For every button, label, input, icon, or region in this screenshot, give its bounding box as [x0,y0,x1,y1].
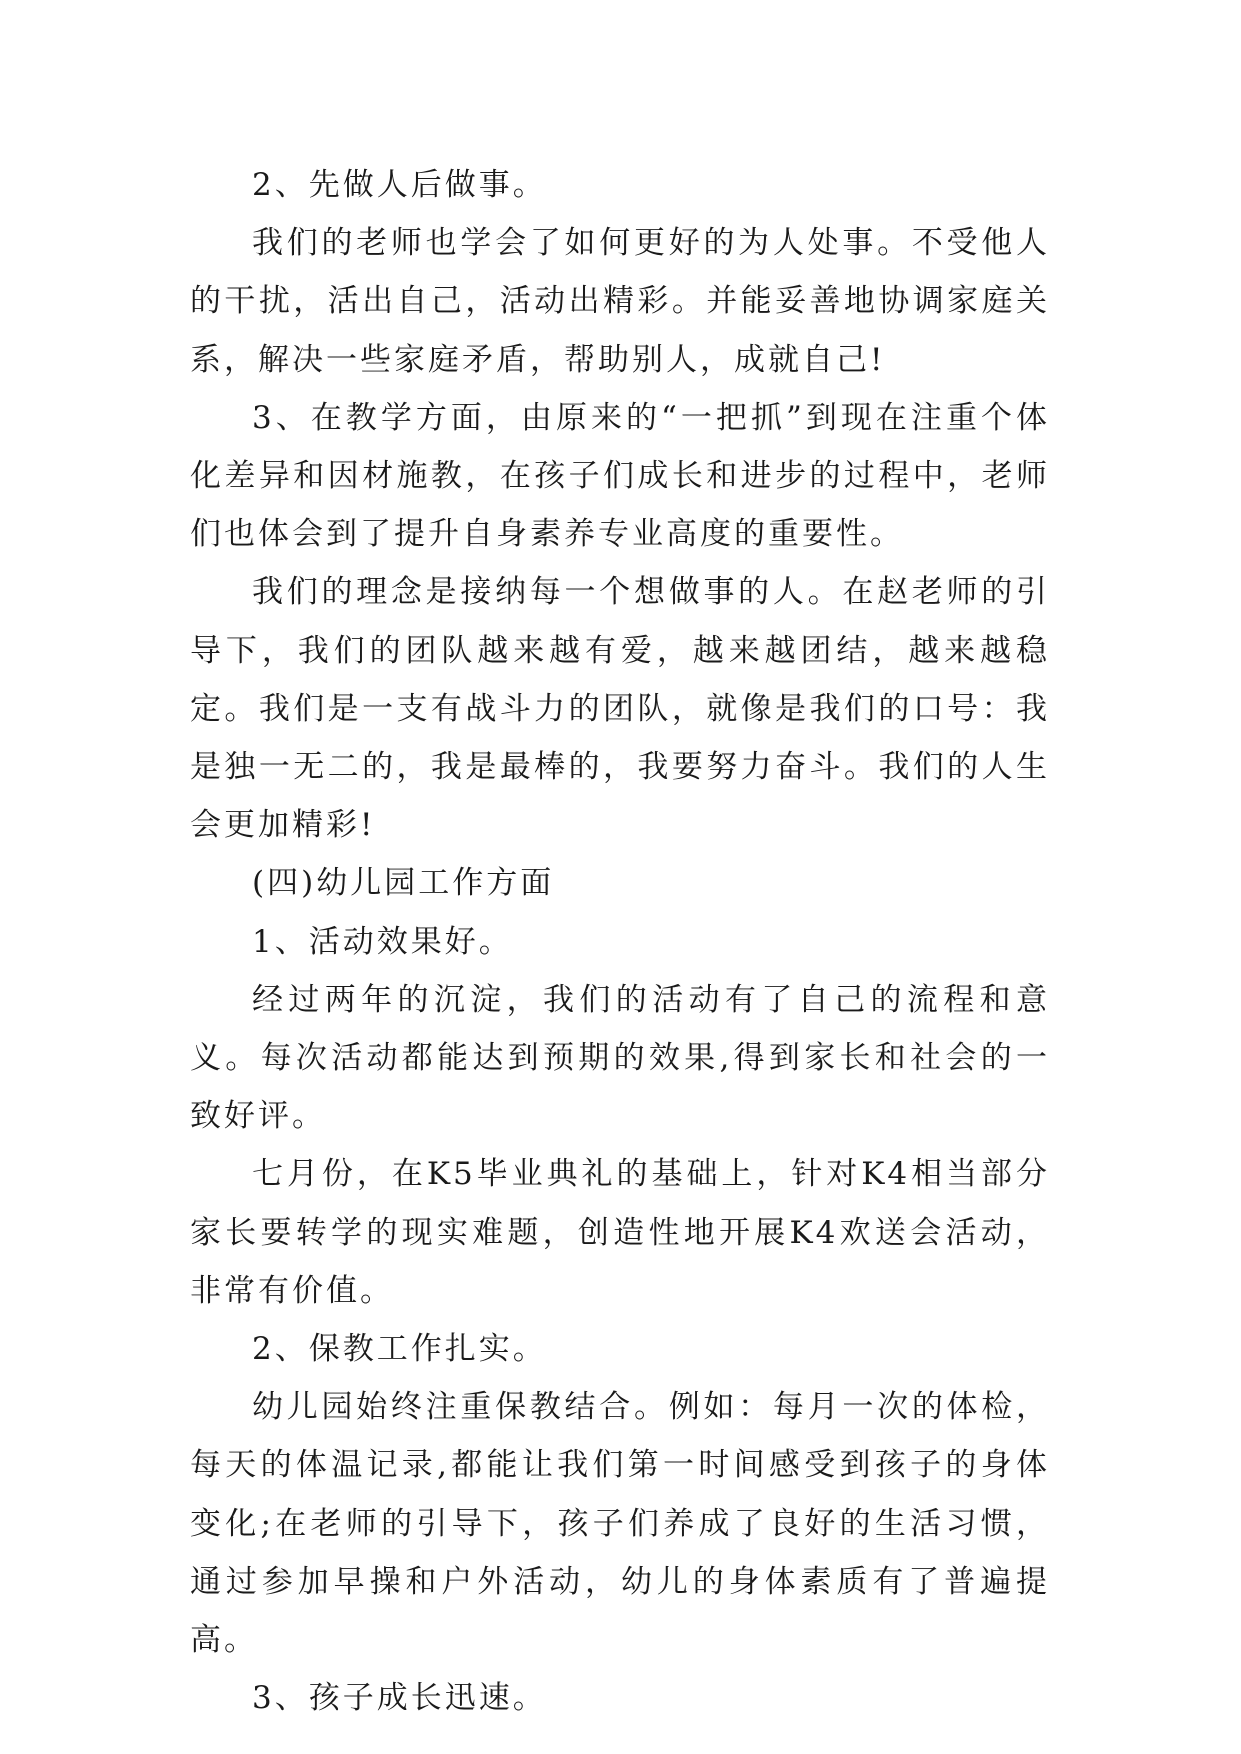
paragraph: 我们的理念是接纳每一个想做事的人。在赵老师的引导下，我们的团队越来越有爱，越来越团结，越来越稳定。我们是一支有战斗力的团队，就像是我们的口号：我是独一无二的，我是最棒的，我要努力奋斗。我们的人生会更加精彩! [190,574,1050,844]
paragraph: 幼儿园始终注重保教结合。例如：每月一次的体检，每天的体温记录,都能让我们第一时间感受到孩子的身体变化;在老师的引导下，孩子们养成了良好的生活习惯，通过参加早操和户外活动，幼儿的身体素质有了普遍提高。 [190,1389,1050,1659]
paragraph-subheading: 2、先做人后做事。 [252,167,547,203]
paragraph: 我们的老师也学会了如何更好的为人处事。不受他人的干扰，活出自己，活动出精彩。并能妥善地协调家庭关系，解决一些家庭矛盾，帮助别人，成就自己! [190,225,1050,378]
paragraph: 3、在教学方面，由原来的“一把抓”到现在注重个体化差异和因材施教，在孩子们成长和进步的过程中，老师们也体会到了提升自身素养专业高度的重要性。 [190,399,1050,553]
paragraph: 经过两年的沉淀，我们的活动有了自己的流程和意义。每次活动都能达到预期的效果,得到家长和社会的一致好评。 [190,981,1050,1135]
paragraph-subheading: 2、保教工作扎实。 [252,1331,547,1368]
paragraph-subheading: 1、活动效果好。 [252,923,513,960]
section-heading: (四)幼儿园工作方面 [252,865,555,902]
paragraph: 七月份，在K5毕业典礼的基础上，针对K4相当部分家长要转学的现实难题，创造性地开展K4欢送会活动，非常有价值。 [190,1156,1050,1309]
document-body [190,156,1050,1727]
paragraph-subheading: 3、孩子成长迅速。 [252,1680,547,1717]
